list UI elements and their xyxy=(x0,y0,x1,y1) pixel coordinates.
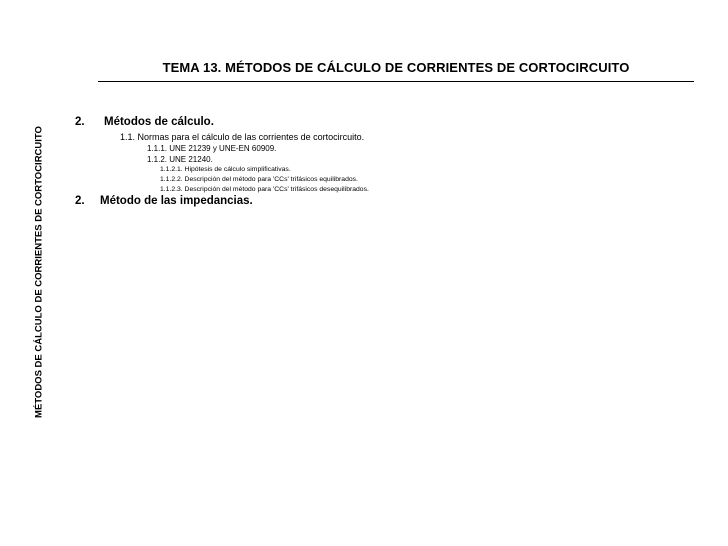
section-2-number: 2. xyxy=(75,195,85,207)
section-1-number: 2. xyxy=(75,116,85,128)
header-divider xyxy=(98,81,694,82)
outline-item-1-1-2-1: 1.1.2.1. Hipótesis de cálculo simplificativas. xyxy=(160,166,291,173)
outline-item-1-1-1: 1.1.1. UNE 21239 y UNE-EN 60909. xyxy=(147,144,277,153)
section-1-label: Métodos de cálculo. xyxy=(104,116,214,128)
side-title xyxy=(32,112,46,432)
page-title: TEMA 13. MÉTODOS DE CÁLCULO DE CORRIENTES DE CORTOCIRCUITO xyxy=(162,60,630,75)
side-title-text: MÉTODOS DE CÁLCULO DE CORRIENTES DE CORTOCIRCUITO xyxy=(33,126,45,418)
outline-item-1-1-2-3: 1.1.2.3. Descripción del método para 'CCs' trifásicos desequilibrados. xyxy=(160,186,369,193)
outline-item-1-1-2-2: 1.1.2.2. Descripción del método para 'CCs' trifásicos equilibrados. xyxy=(160,176,358,183)
section-2-label: Método de las impedancias. xyxy=(100,195,253,207)
outline-item-1-1-2: 1.1.2. UNE 21240. xyxy=(147,155,213,164)
outline-item-1-1: 1.1. Normas para el cálculo de las corrientes de cortocircuito. xyxy=(120,132,365,142)
